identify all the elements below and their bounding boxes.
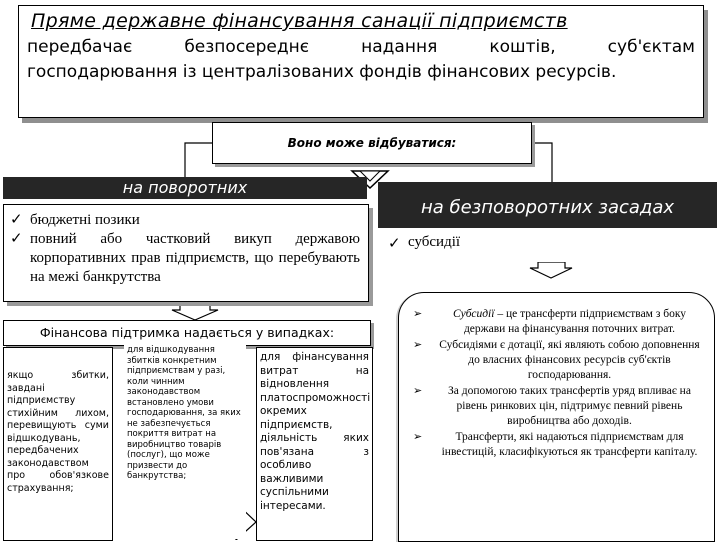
list-item: [413, 307, 706, 337]
list-item: [413, 430, 706, 460]
down-arrow-icon: [530, 262, 572, 278]
may-occur-box: Воно може відбуватися:: [212, 122, 532, 164]
list-item-text: Трансферти, які надаються підприємствам для інвестицій, класифікуються як трансферти капіталу.: [441, 431, 698, 458]
list-item: [413, 338, 706, 383]
list-item: [388, 234, 707, 253]
list-item-text: Субсидіями є дотації, які являють собою доповнення до власних фінансових ресурсів суб'єктів господарювання.: [439, 339, 700, 381]
connector-left: [185, 143, 212, 177]
subsidies-term: Субсидії: [452, 308, 495, 320]
support-case-2-text: для відшкодування збитків конкретним підприємствам у разі, коли чинним законодавством встановлено умови господарювання, за яких не забезпечується покриття витрат на виробництво товарів (послуг), що може призвести до банкрутства;: [127, 345, 241, 481]
check-icon: ✓: [10, 231, 23, 247]
down-arrow-icon: [172, 303, 218, 320]
subsidies-definition: – це трансферти підприємствам з боку держави на фінансування поточних витрат.: [463, 308, 687, 335]
support-cases-header: Фінансова підтримка надається у випадках:: [3, 320, 371, 346]
list-item: [10, 230, 360, 287]
list-item-text: повний або частковий викуп державою корпоративних прав підприємств, що перебувають на межі банкрутства: [30, 231, 360, 285]
direct-financing-title: Пряме державне фінансування санації підприємств: [31, 10, 568, 32]
bullet-arrow-icon: ➢: [413, 385, 423, 397]
list-item-text: бюджетні позики: [30, 212, 140, 228]
connector-right: [532, 143, 552, 182]
bullet-arrow-icon: ➢: [413, 308, 423, 320]
support-case-3: [256, 347, 373, 541]
subsidies-explanation: [398, 292, 715, 542]
bullet-arrow-icon: ➢: [413, 431, 423, 443]
refundable-list: [3, 204, 369, 302]
check-icon: ✓: [388, 236, 401, 252]
support-case-3-text: для фінансування витрат на відновлення платоспроможності окремих підприємств, діяльність яких пов'язана з особливо важливими суспільними інтересами.: [260, 351, 371, 512]
list-item-text: За допомогою таких трансфертів уряд впливає на рівень ринкових цін, підтримує певний рівень виробництва або доходів.: [448, 385, 691, 427]
description-line-1: передбачає безпосереднє надання коштів, суб'єктам: [27, 37, 695, 57]
bullet-arrow-icon: ➢: [413, 339, 423, 351]
support-case-1-text: якщо збитки, завдані підприємству стихійним лихом, перевищують суми відшкодувань, передбачених законодавством про обов'язкове страхування;: [7, 370, 109, 494]
list-item: [413, 384, 706, 429]
list-item: [10, 211, 360, 230]
non-refundable-header: на безповоротних засадах: [378, 182, 717, 228]
support-case-1: [3, 347, 113, 541]
check-icon: ✓: [10, 212, 23, 228]
list-item-text: субсидії: [408, 234, 461, 250]
non-refundable-list: [378, 228, 717, 262]
description-line-2: господарювання із централізованих фондів фінансових ресурсів.: [27, 62, 617, 82]
refundable-header: на поворотних: [3, 177, 367, 199]
support-case-2: [124, 345, 246, 539]
